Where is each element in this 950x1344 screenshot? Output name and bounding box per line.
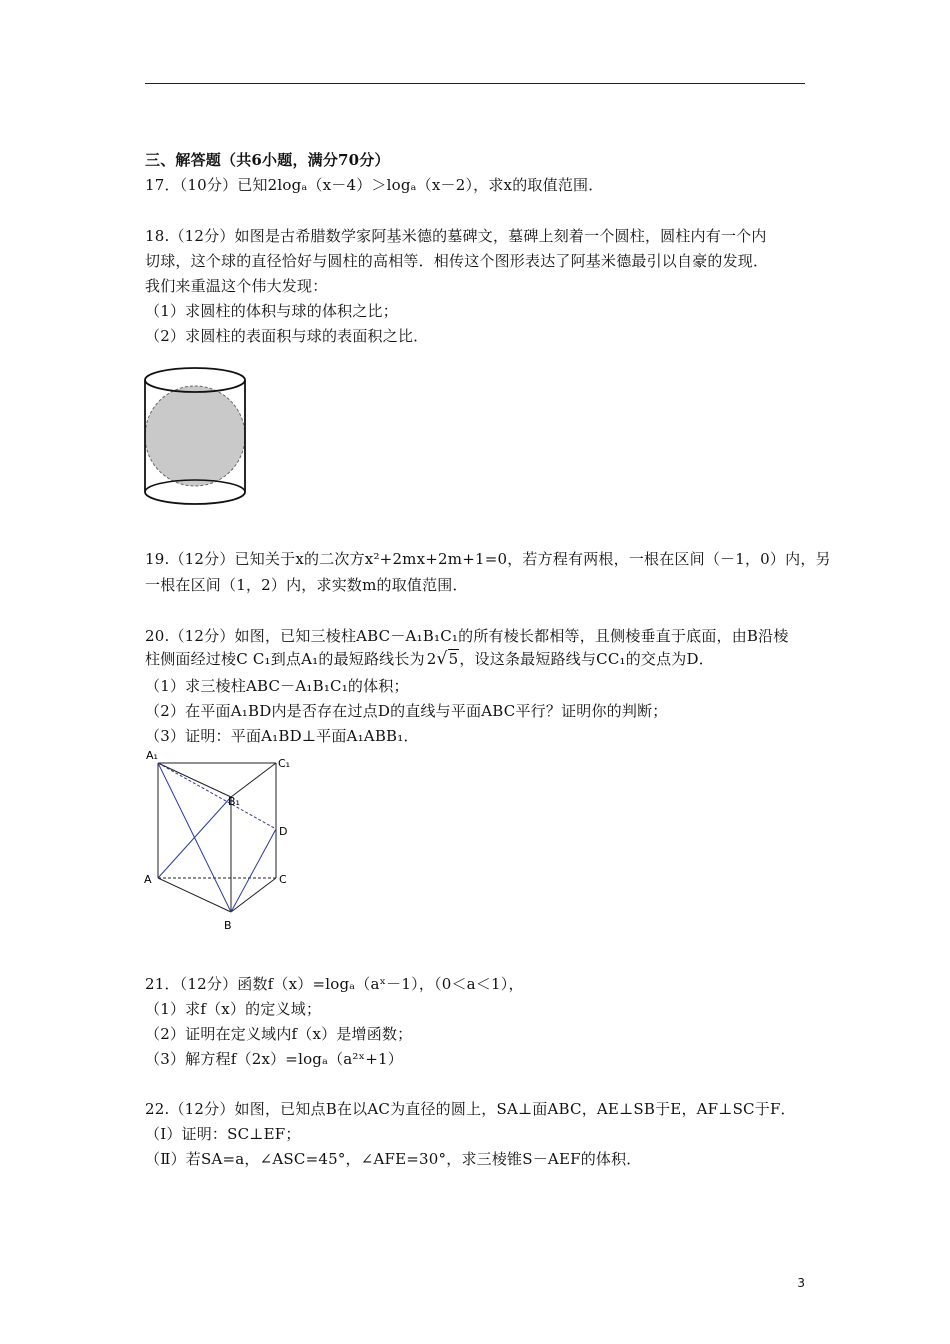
question-21-sub2: （2）证明在定义域内f（x）是增函数；	[145, 1025, 413, 1043]
radical-argument: 5	[448, 650, 459, 668]
question-20-sub2: （2）在平面A₁BD内是否存在过点D的直线与平面ABC平行？证明你的判断；	[145, 702, 668, 720]
question-20-line2-a: 柱侧面经过棱C C₁到点A₁的最短路线长为	[145, 650, 425, 668]
label-a1: A₁	[146, 749, 158, 762]
question-22-sub2: （Ⅱ）若SA=a，∠ASC=45°，∠AFE=30°，求三棱锥S－AEF的体积．	[145, 1150, 642, 1168]
question-19-line1: 19.（12分）已知关于x的二次方x²+2mx+2m+1=0，若方程有两根，一根在区间（－1，0）内，另	[145, 550, 831, 568]
edge-a1-b1	[158, 763, 231, 797]
inscribed-sphere	[145, 386, 245, 486]
label-c1: C₁	[278, 757, 291, 770]
section-title: 三、解答题（共6小题，满分70分）	[145, 151, 390, 169]
question-21-sub3: （3）解方程f（2x）=logₐ（a²ˣ+1）	[145, 1050, 403, 1068]
page-number: 3	[797, 1276, 805, 1290]
question-20-sub3: （3）证明：平面A₁BD⊥平面A₁ABB₁．	[145, 727, 419, 745]
question-20-line1: 20.（12分）如图，已知三棱柱ABC－A₁B₁C₁的所有棱长都相等，且侧棱垂直于底面，由B沿棱	[145, 627, 789, 645]
question-21-sub1: （1）求f（x）的定义域；	[145, 1000, 322, 1018]
edge-a-b	[158, 878, 231, 912]
question-20-sub1: （1）求三棱柱ABC－A₁B₁C₁的体积；	[145, 677, 409, 695]
edge-b-c	[231, 878, 276, 912]
line-b-d	[231, 829, 276, 912]
question-22-sub1: （Ⅰ）证明：SC⊥EF；	[145, 1125, 301, 1143]
question-18-sub1: （1）求圆柱的体积与球的体积之比；	[145, 302, 398, 320]
radical-sign-icon: √	[436, 649, 448, 669]
label-d: D	[279, 825, 288, 838]
question-20-line2-b: ，设这条最短路线与CC₁的交点为D．	[459, 650, 714, 668]
line-a-b1	[158, 797, 231, 878]
label-c: C	[279, 873, 287, 886]
question-17: 17．（10分）已知2logₐ（x－4）＞logₐ（x－2），求x的取值范围．	[145, 176, 604, 194]
header-rule	[145, 83, 805, 84]
question-18-line1: 18.（12分）如图是古希腊数学家阿基米德的墓碑文，墓碑上刻着一个圆柱，圆柱内有一个内	[145, 227, 767, 245]
label-b1: B₁	[228, 795, 240, 808]
triangular-prism-figure	[140, 745, 300, 935]
question-19-line2: 一根在区间（1，2）内，求实数m的取值范围．	[145, 576, 468, 594]
cylinder-bottom-front-arc	[145, 492, 245, 504]
edge-b1-c1	[231, 763, 276, 797]
radical-expression	[425, 649, 460, 669]
label-a: A	[144, 873, 152, 886]
question-20-line2	[145, 649, 714, 669]
question-18-sub2: （2）求圆柱的表面积与球的表面积之比．	[145, 327, 429, 345]
question-18-line2: 切球，这个球的直径恰好与圆柱的高相等．相传这个图形表达了阿基米德最引以自豪的发现．	[145, 252, 769, 270]
cylinder-sphere-figure	[140, 360, 250, 512]
question-21-line1: 21．（12分）函数f（x）=logₐ（aˣ－1），（0＜a＜1），	[145, 975, 524, 993]
line-a1-d	[158, 763, 276, 829]
label-b: B	[224, 919, 232, 932]
question-22-line1: 22.（12分）如图，已知点B在以AC为直径的圆上，SA⊥面ABC，AE⊥SB于E，AF⊥SC于F．	[145, 1100, 796, 1118]
radical-coefficient: 2	[426, 650, 437, 668]
question-18-line3: 我们来重温这个伟大发现：	[145, 277, 328, 295]
